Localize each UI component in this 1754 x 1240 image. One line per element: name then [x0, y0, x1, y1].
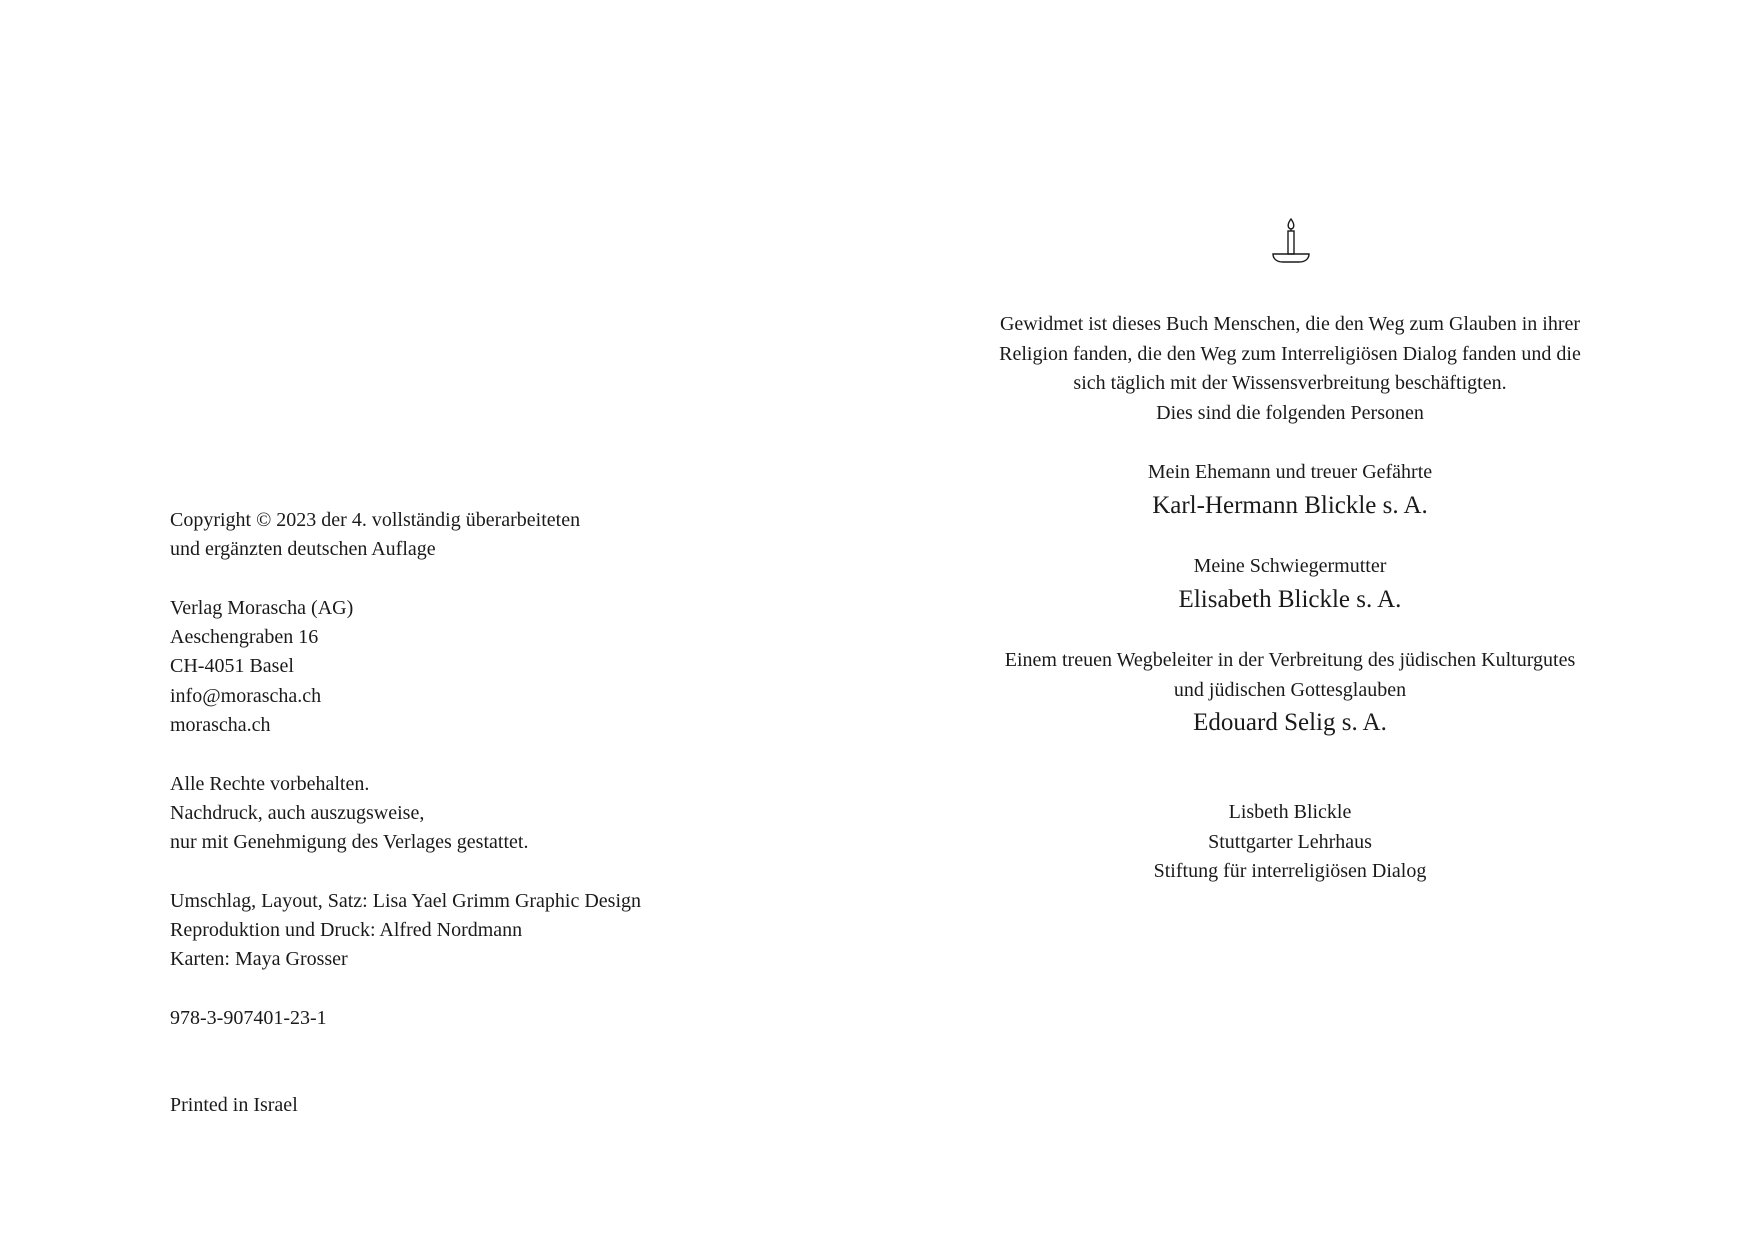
rights-line: Nachdruck, auch auszugsweise, — [170, 801, 425, 824]
print-location — [170, 1091, 810, 1120]
copyright-notice — [170, 506, 810, 565]
publisher-address — [170, 594, 810, 740]
honoree-name: Elisabeth Blickle s. A. — [1178, 585, 1402, 613]
intro-line: Gewidmet ist dieses Buch Menschen, die den Weg zum Glauben in ihrer — [999, 313, 1581, 335]
honoree-role: Mein Ehemann und treuer Gefährte — [1147, 461, 1433, 483]
rights-notice — [170, 770, 810, 858]
publisher-street: Aeschengraben 16 — [170, 626, 319, 649]
intro-line: Dies sind die folgenden Personen — [1156, 401, 1424, 424]
honoree-name: Edouard Selig s. A. — [1193, 709, 1387, 736]
credit-line: Karten: Maya Grosser — [170, 948, 348, 971]
imprint-page — [170, 506, 810, 1150]
honoree-entry — [940, 552, 1640, 617]
copyright-line: und ergänzten deutschen Auflage — [170, 538, 436, 561]
honoree-entry — [940, 458, 1640, 523]
isbn-number: 978-3-907401-23-1 — [170, 1007, 327, 1030]
production-credits — [170, 887, 810, 975]
publisher-website: morascha.ch — [170, 714, 271, 737]
intro-line: sich täglich mit der Wissensverbreitung beschäftigten. — [1073, 372, 1507, 394]
honoree-name: Karl-Hermann Blickle s. A. — [1152, 491, 1428, 519]
honoree-role: Meine Schwiegermutter — [1193, 555, 1387, 577]
dedication-signature — [940, 798, 1640, 887]
rights-line: Alle Rechte vorbehalten. — [170, 772, 370, 795]
rights-line: nur mit Genehmigung des Verlages gestattet. — [170, 831, 529, 854]
publisher-name: Verlag Morascha (AG) — [170, 596, 354, 619]
honoree-role: und jüdischen Gottesglauben — [1173, 678, 1407, 701]
candle-icon — [1271, 218, 1311, 264]
publisher-city: CH-4051 Basel — [170, 655, 294, 678]
signature-foundation: Stiftung für interreligiösen Dialog — [1153, 860, 1427, 882]
credit-line: Umschlag, Layout, Satz: Lisa Yael Grimm Graphic Design — [170, 889, 642, 912]
publisher-email: info@morascha.ch — [170, 684, 322, 707]
intro-line: Religion fanden, die den Weg zum Interreligiösen Dialog fanden und die — [999, 342, 1581, 365]
honoree-entry — [940, 646, 1640, 740]
honoree-role: Einem treuen Wegbeleiter in der Verbreitung des jüdischen Kulturgutes — [1004, 649, 1576, 671]
credit-line: Reproduktion und Druck: Alfred Nordmann — [170, 919, 523, 942]
copyright-line: Copyright © 2023 der 4. vollständig überarbeiteten — [170, 509, 581, 531]
isbn — [170, 1004, 810, 1033]
signature-organization: Stuttgarter Lehrhaus — [1208, 830, 1372, 853]
signature-name: Lisbeth Blickle — [1228, 801, 1352, 823]
printed-in: Printed in Israel — [170, 1094, 298, 1117]
dedication-intro — [940, 310, 1640, 428]
